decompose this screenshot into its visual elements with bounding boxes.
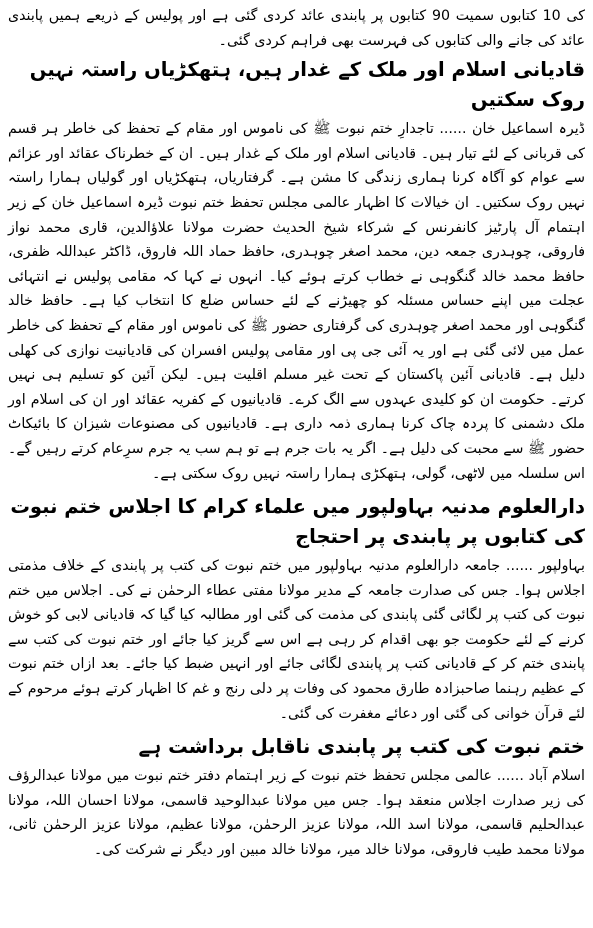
article-heading: دارالعلوم مدنیہ بہاولپور میں علماء کرام کا اجلاس ختم نبوت کی کتابوں پر پابندی پر احتجاج: [10, 495, 585, 549]
article-ban-unacceptable: [8, 732, 585, 862]
article-heading: ختم نبوت کی کتب پر پابندی ناقابل برداشت ہے: [138, 735, 585, 759]
article-body: ڈیرہ اسماعیل خان ...... تاجدارِ ختم نبوت ﷺ کی ناموس اور مقام کے تحفظ کی خاطر ہر قسم کی قربانی کے لئے تیار ہیں۔ قادیانی اسلام اور ملک کے غدار ہیں۔ ان کے خطرناک عقائد اور عزائم سے عوام کو آگاہ کرنا ہماری زندگی کا مشن ہے۔ گرفتاریاں، ہتھکڑیاں اور گولیاں ہمارا راستہ نہیں روک سکتیں۔ ان خیالات کا اظہار عالمی مجلس تحفظ ختم نبوت ڈیرہ اسماعیل خان کے زیر اہتمام آل پارٹیز کانفرنس کے شرکاء شیخ الحدیث حضرت مولانا علاؤالدین، قاری محمد نواز فاروقی، چوہدری جمعہ دین، محمد اصغر چوہدری، حافظ حماد اللہ فاروق، ڈاکٹر عبداللہ ظفری، حافظ محمد خالد گنگوہی نے خطاب کرتے ہوئے کیا۔ انہوں نے کہا کہ مقامی پولیس نے انتہائی عجلت میں اپنے حساس مسئلہ کو چھیڑنے کے لئے حساس ضلع کا انتخاب کیا ہے۔ حافظ خالد گنگوہی اور محمد اصغر چوہدری کی گرفتاری حضور ﷺ کی ناموس اور مقام کے تحفظ کی خاطر عمل میں لائی گئی ہے اور یہ آئی جی پی اور مقامی پولیس افسران کی قادیانیت نوازی کی کھلی دلیل ہے۔ قادیانی آئین پاکستان کے تحت غیر مسلم اقلیت ہیں۔ لیکن آئین کو تسلیم ہی نہیں کرتے۔ حکومت ان کو کلیدی عہدوں سے الگ کرے۔ قادیانیوں کے کفریہ عقائد اور ان کی اسلام اور ملک دشمنی کا پردہ چاک کرنا ہماری ذمہ داری ہے۔ قادیانیوں کی مصنوعات شیزان کا بائیکاٹ حضور ﷺ سے محبت کی دلیل ہے۔ اگر یہ بات جرم ہے تو ہم سب یہ جرم سرِعام کرتے رہیں گے۔ اس سلسلہ میں لاٹھی، گولی، ہتھکڑی ہمارا راستہ نہیں روک سکتی ہے۔: [8, 121, 585, 482]
article-bahawalpur-protest: [8, 492, 585, 726]
article-qadiani-traitors: [8, 55, 585, 486]
article-body: بہاولپور ...... جامعہ دارالعلوم مدنیہ بہاولپور میں ختم نبوت کی کتب پر پابندی کے خلاف مذمتی اجلاس ہوا۔ جس کی صدارت جامعہ کے مدیر مولانا مفتی عطاء الرحمٰن نے کی۔ اجلاس میں ختم نبوت کی کتب پر لگائی گئی پابندی کی مذمت کی گئی اور مطالبہ کیا گیا کہ قادیانی لابی کو خوش کرنے کے لئے حکومت جو بھی اقدام کر رہی ہے اس سے گریز کیا جائے اور ختم نبوت کی کتب سے پابندی ختم کر کے قادیانی کتب پر پابندی لگائی جائے اور انہیں ضبط کیا جائے۔ بعد ازاں ختم نبوت کے عظیم رہنما صاحبزادہ طارق محمود کی وفات پر دلی رنج و غم کا اظہار کرتے ہوئے مرحوم کے لئے قرآن خوانی کی گئی اور دعائے مغفرت کی گئی۔: [8, 558, 585, 722]
intro-paragraph: کی 10 کتابوں سمیت 90 کتابوں پر پابندی عائد کردی گئی ہے اور پولیس کے ذریعے ہمیں پابندی عائد کی جانے والی کتابوں کی فہرست بھی فراہم کردی گئی۔: [8, 8, 586, 49]
article-body: اسلام آباد ...... عالمی مجلس تحفظ ختم نبوت کے زیر اہتمام دفتر ختم نبوت میں مولانا عبدالرؤف کی زیر صدارت اجلاس منعقد ہوا۔ جس میں مولانا عبدالوحید قاسمی، مولانا احسان اللہ، مولانا عبدالحلیم قاسمی، مولانا اسد اللہ، مولانا عزیز الرحمٰن، مولانا عظیم، مولانا عزیز الرحمٰن ثانی، مولانا محمد طیب فاروقی، مولانا خالد میر، مولانا خالد مبین اور دیگر نے شرکت کی۔: [8, 768, 585, 859]
article-heading: قادیانی اسلام اور ملک کے غدار ہیں، ہتھکڑیاں راستہ نہیں روک سکتیں: [29, 58, 585, 112]
